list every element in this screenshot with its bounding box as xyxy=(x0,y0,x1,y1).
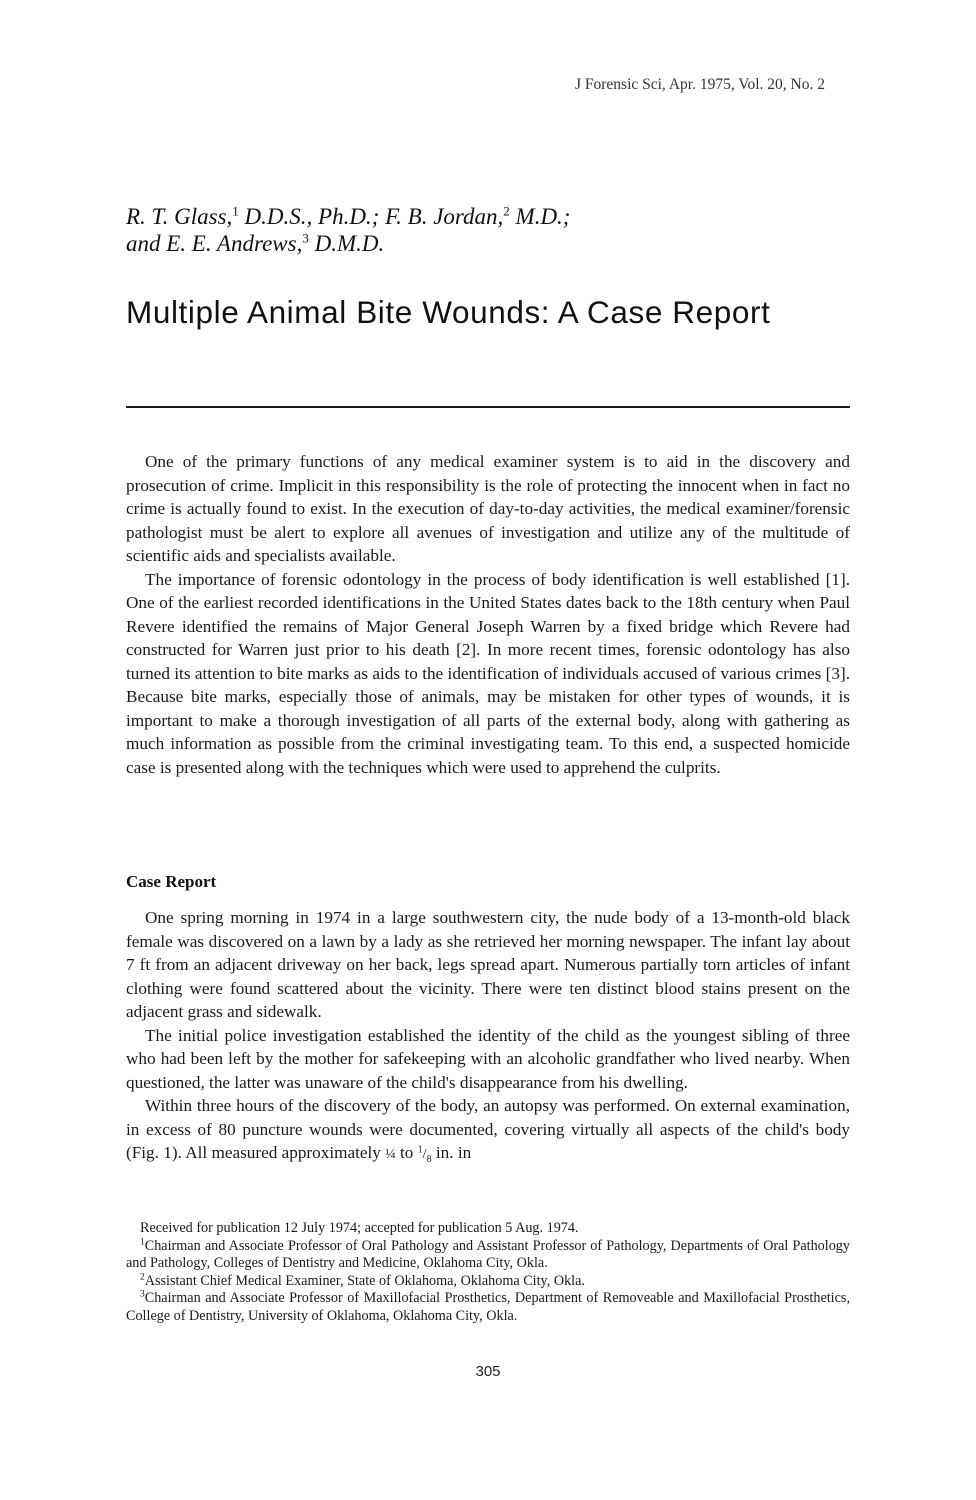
title-divider xyxy=(126,406,850,408)
author-2-degrees: M.D.; xyxy=(509,204,571,229)
footnote-1-text: Chairman and Associate Professor of Oral Pathology and Assistant Professor of Pathology, Departments of Oral Pathology and Pathology, Colleges of Dentistry and Medicine, Oklahoma City, Okla. xyxy=(126,1237,850,1271)
intro-paragraph: One of the primary functions of any medical examiner system is to aid in the discovery and prosecution of crime. Implicit in this responsibility is the role of protecting the innocent when in fact no crime is actually found to exist. In the execution of day-to-day activities, the medical examiner/forensic pathologist must be alert to explore all avenues of investigation and utilize any of the multitude of scientific aids and specialists available. xyxy=(126,452,850,565)
author-3-name: and E. E. Andrews, xyxy=(126,231,303,256)
page-number: 305 xyxy=(475,1363,501,1380)
case-paragraph: One spring morning in 1974 in a large southwestern city, the nude body of a 13-month-old black female was discovered on a lawn by a lady as she retrieved her morning newspaper. The infant lay about 7 ft from an adjacent driveway on her back, legs spread apart. Numerous partially torn articles of infant clothing were found scattered about the vicinity. There were ten distinct blood stains present on the adjacent grass and sidewalk. xyxy=(126,908,850,1021)
section-heading: Case Report xyxy=(126,872,217,891)
footnote-1-mark: 1 xyxy=(140,1236,145,1247)
fraction-quarter: ¼ xyxy=(385,1147,396,1162)
footnote-mark-1: 1 xyxy=(232,203,239,219)
author-line-2 xyxy=(126,230,846,257)
received-note: Received for publication 12 July 1974; accepted for publication 5 Aug. 1974. xyxy=(140,1220,579,1236)
footnote-3-mark: 3 xyxy=(140,1289,145,1300)
author-1-name: R. T. Glass, xyxy=(126,204,233,229)
case-paragraph-text: in. in xyxy=(431,1143,472,1162)
author-block xyxy=(126,203,846,257)
case-paragraph: The initial police investigation established the identity of the child as the youngest sibling of three who had been left by the mother for safekeeping with an alcoholic grandfather who lived nearby. When questioned, the latter was unaware of the child's disappearance from his dwelling. xyxy=(126,1025,850,1092)
article-title: Multiple Animal Bite Wounds: A Case Report xyxy=(126,294,771,330)
footnotes xyxy=(126,1220,850,1325)
footnote-1 xyxy=(126,1238,850,1273)
author-1-degrees: D.D.S., Ph.D.; F. B. Jordan, xyxy=(238,204,504,229)
footnote-mark-2: 2 xyxy=(503,203,510,219)
case-paragraph-text: to xyxy=(395,1143,418,1162)
case-paragraph-text: Within three hours of the discovery of the body, an autopsy was performed. On external examination, in excess of 80 puncture wounds were documented, covering virtually all aspects of the child's body (Fig. 1). All measured approximately xyxy=(126,1096,850,1162)
footnote-2-mark: 2 xyxy=(140,1271,145,1282)
footnote-2-text: Assistant Chief Medical Examiner, State of Oklahoma, Oklahoma City, Okla. xyxy=(144,1272,585,1289)
case-report-body xyxy=(126,906,850,1167)
fraction-numerator: 1 xyxy=(417,1144,423,1156)
case-paragraph xyxy=(126,1094,850,1167)
footnote-2 xyxy=(126,1273,850,1291)
author-line-1 xyxy=(126,203,846,230)
intro-paragraph: The importance of forensic odontology in the process of body identification is well established [1]. One of the earliest recorded identifications in the United States dates back to the 18th century when Paul Revere identified the remains of Major General Joseph Warren by a fixed bridge which Revere had constructed for Warren just prior to his death [2]. In more recent times, forensic odontology has also turned its attention to bite marks as aids to the identification of individuals accused of various crimes [3]. Because bite marks, especially those of animals, may be mistaken for other types of wounds, it is important to make a thorough investigation of all parts of the external body, along with gathering as much information as possible from the criminal investigating team. To this end, a suspected homicide case is presented along with the techniques which were used to apprehend the culprits. xyxy=(126,569,850,777)
footnote-mark-3: 3 xyxy=(302,230,309,246)
fraction-denominator: 8 xyxy=(426,1153,432,1165)
introduction xyxy=(126,450,850,779)
footnote-3-text: Chairman and Associate Professor of Maxillofacial Prosthetics, Department of Removeable and Maxillofacial Prosthetics, College of Dentistry, University of Oklahoma, Oklahoma City, Okla. xyxy=(126,1290,850,1324)
fraction-eighth: $^1/_8$ xyxy=(417,1144,432,1165)
footnote-3 xyxy=(126,1290,850,1325)
journal-citation: J Forensic Sci, Apr. 1975, Vol. 20, No. 2 xyxy=(574,76,825,93)
author-3-degrees: D.M.D. xyxy=(308,231,385,256)
